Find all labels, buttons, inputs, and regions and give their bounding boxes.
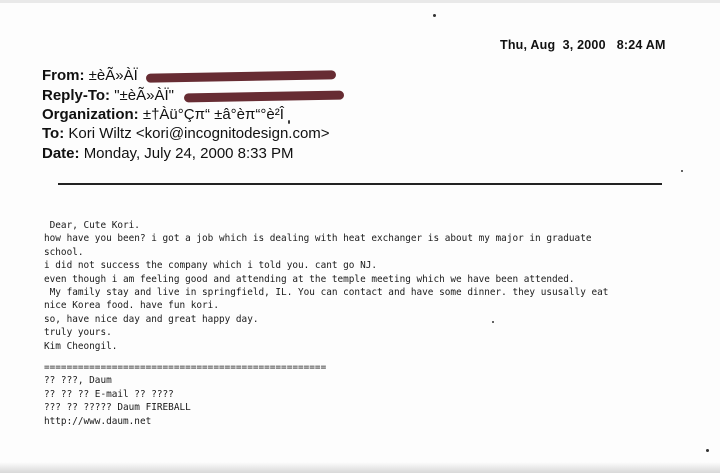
body-line: even though i am feeling good and attending at the temple meeting which we have been attended. [44, 273, 575, 285]
scan-speck [681, 170, 683, 172]
organization-label: Organization: [42, 106, 139, 123]
body-line: Dear, Cute Kori. [44, 220, 140, 231]
date-label: Date: [42, 145, 80, 162]
scan-top-edge [0, 0, 720, 3]
reply-to-header [42, 87, 344, 104]
to-value: Kori Wiltz <kori@incognitodesign.com> [68, 125, 330, 142]
reply-to-label: Reply-To: [42, 87, 111, 104]
scan-speck [288, 120, 290, 124]
body-line: Kim Cheongil. [44, 340, 118, 352]
signature-separator: ================================================== [44, 362, 327, 373]
scan-speck [706, 449, 709, 452]
from-header [42, 67, 336, 84]
signature-url: http://www.daum.net [44, 415, 152, 427]
reply-to-email-redaction [184, 90, 344, 102]
body-line: nice Korea food. have fun kori. [44, 300, 219, 312]
body-line: school. [44, 246, 84, 258]
body-line: My family stay and live in springfield, IL. You can contact and have some dinner. they ususally eat [44, 286, 609, 298]
from-email-redaction [146, 70, 336, 82]
mail-signature [44, 361, 326, 428]
signature-line: ?? ???, Daum [44, 375, 112, 387]
to-header [42, 125, 330, 142]
signature-line: ??? ?? ????? Daum FIREBALL [44, 402, 191, 414]
signature-line: ?? ?? ?? E-mail ?? ???? [44, 388, 174, 400]
body-line: how have you been? i got a job which is dealing with heat exchanger is about my major in graduate [44, 233, 592, 245]
from-label: From: [42, 67, 85, 84]
to-label: To: [42, 125, 65, 142]
reply-to-value: "±èÃ»ÀÏ" [114, 87, 174, 104]
scan-speck [433, 14, 436, 17]
date-value: Monday, July 24, 2000 8:33 PM [83, 145, 294, 162]
body-line: truly yours. [44, 327, 112, 339]
message-body [44, 219, 684, 353]
body-line: so, have nice day and great happy day. [44, 313, 259, 325]
body-line: i did not success the company which i told you. cant go NJ. [44, 260, 378, 272]
scan-speck [492, 321, 494, 323]
from-value: ±èÃ»ÀÏ [88, 67, 138, 84]
header-divider [58, 183, 662, 185]
organization-header [42, 106, 284, 123]
print-date: Thu, Aug 3, 2000 8:24 AM [500, 38, 666, 52]
organization-value: ±†Àü°Çπ“ ±â°èπ“°è²Î [142, 106, 284, 123]
date-header [42, 145, 294, 162]
scan-bottom-edge [0, 462, 720, 473]
